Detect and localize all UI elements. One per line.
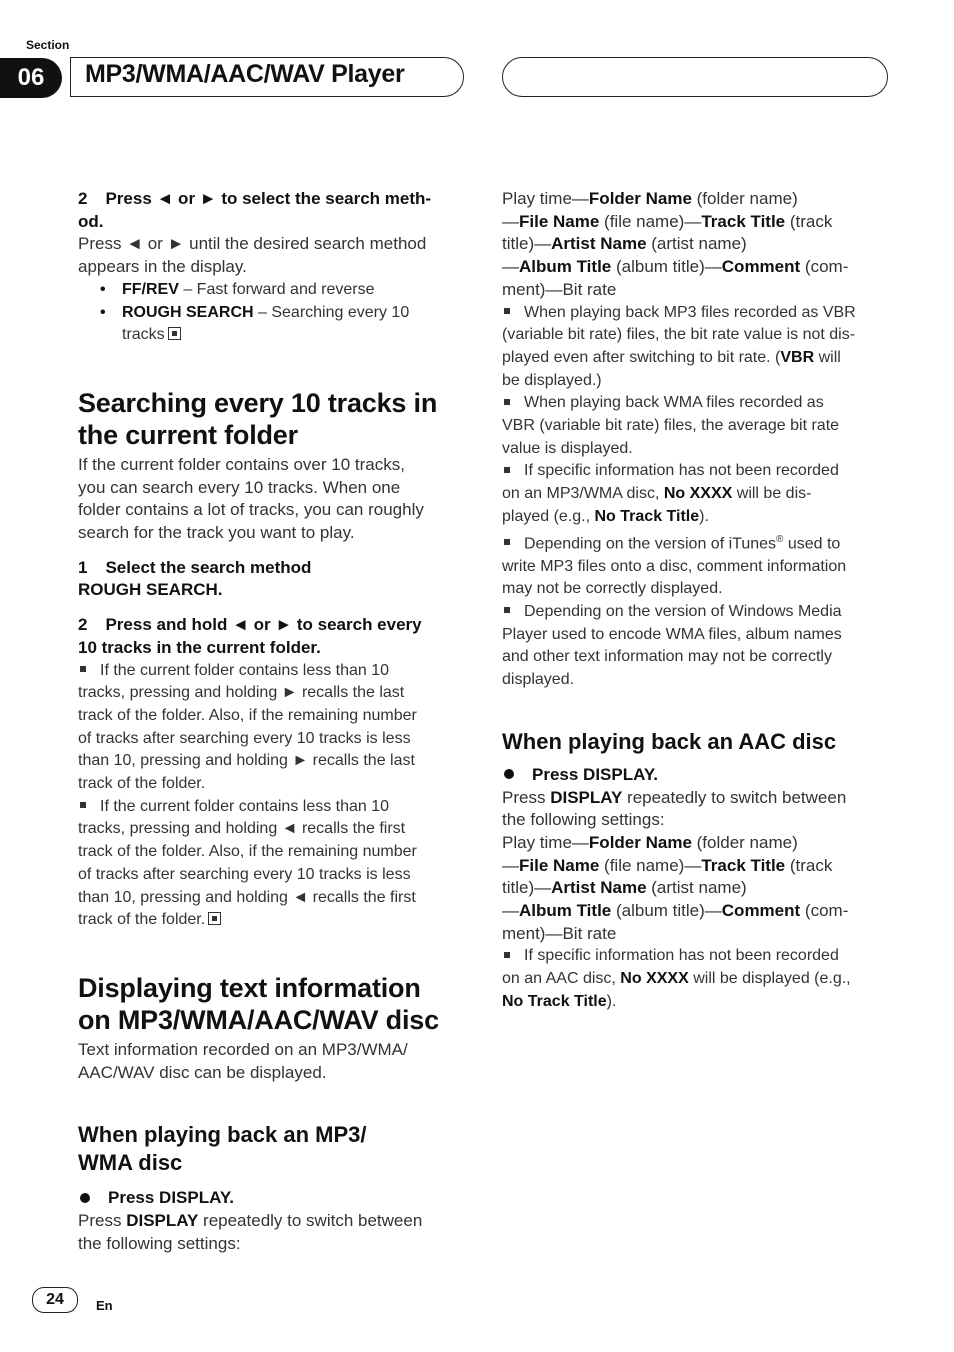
note-no-info-aac: If specific information has not been recorded on an AAC disc, No XXXX will be displayed (e.g., No Track Title). [502,947,851,1010]
note-square-icon [504,539,510,545]
section-number-tab: 06 [0,58,62,98]
note-first-track: If the current folder contains less than 10 tracks, pressing and holding ◄ recalls the first track of the folder. Also, if the remaining number of tracks after searching every 10 tracks is less than 10, pressing and holding ◄ recalls the first track of the folder. [78,797,417,929]
left-column [78,188,468,1256]
step-2-press-hold: 2 Press and hold ◄ or ► to search every 10 tracks in the current folder. [78,615,422,657]
header-empty-box [502,57,888,97]
heading-searching-every-10: Searching every 10 tracks in the current folder [78,387,438,450]
end-mark-icon [168,327,181,340]
note-wma-vbr: When playing back WMA files recorded as VBR (variable bit rate) files, the average bit rate value is displayed. [502,394,840,457]
display-intro: Text information recorded on an MP3/WMA/ AAC/WAV disc can be displayed. [78,1039,408,1082]
note-square-icon [504,952,510,958]
heading-mp3-wma-disc: When playing back an MP3/ WMA disc [78,1122,367,1176]
note-square-icon [80,802,86,808]
note-last-track: If the current folder contains less than 10 tracks, pressing and holding ► recalls the last track of the folder. Also, if the remaining number of tracks after searching every 10 tracks is less than 10, pressing and holding ► recalls the last track of the folder. [78,661,417,793]
section-label: Section [26,38,70,52]
step-2-body: Press ◄ or ► until the desired search method appears in the display. [78,234,427,277]
note-no-info-mp3: If specific information has not been recorded on an MP3/WMA disc, No XXXX will be dis- played (e.g., No Track Title). [502,462,839,525]
note-square-icon [504,399,510,405]
bullet-dot-icon [504,769,514,779]
language-label: En [96,1298,113,1313]
note-square-icon [80,666,86,672]
page-number: 24 [32,1287,78,1313]
press-display-aac: Press DISPLAY. [502,764,894,787]
bullet-ff-rev: • FF/REV – Fast forward and reverse [78,279,468,302]
heading-aac-disc: When playing back an AAC disc [502,728,837,754]
searching-intro: If the current folder contains over 10 tracks, you can search every 10 tracks. When one folder contains a lot of tracks, you can roughly search for the track you want to play. [78,454,424,543]
note-square-icon [504,607,510,613]
section-title: MP3/WMA/AAC/WAV Player [85,60,405,88]
heading-displaying-text-info: Displaying text information on MP3/WMA/AAC/WAV disc [78,972,439,1035]
press-display-body-mp3: Press DISPLAY repeatedly to switch between the following settings: [78,1211,423,1253]
note-square-icon [504,467,510,473]
bullet-dot-icon [80,1193,90,1203]
section-title-box [70,57,464,97]
mp3-settings-list: Play time—Folder Name (folder name) —File Name (file name)—Track Title (track title)—Artist Name (artist name) —Album Title (album title)—Comment (com- ment)—Bit rate [502,189,849,299]
press-display-mp3: Press DISPLAY. [78,1187,468,1210]
note-itunes: Depending on the version of iTunes® used to write MP3 files onto a disc, comment information may not be correctly displayed. [502,533,847,598]
end-mark-icon [208,912,221,925]
note-square-icon [504,308,510,314]
note-windows-media: Depending on the version of Windows Media Player used to encode WMA files, album names and other text information may not be correctly displayed. [502,602,842,689]
bullet-rough-search: • ROUGH SEARCH – Searching every 10 tracks [78,302,468,347]
note-vbr: When playing back MP3 files recorded as VBR (variable bit rate) files, the bit rate value is not dis- played even after switching to bit rate. (VBR will be displayed.) [502,303,856,389]
step-2-heading: 2 Press ◄ or ► to select the search meth- od. [78,189,432,231]
step-1-select-method: 1 Select the search method ROUGH SEARCH. [78,557,312,600]
right-column [502,188,894,1014]
aac-settings: Press DISPLAY repeatedly to switch between the following settings: Play time—Folder Name (folder name) —File Name (file name)—Track Title (track title)—Artist Name (artist name) —Album Title (album title)—Comment (com- ment)—Bit rate [502,787,849,943]
